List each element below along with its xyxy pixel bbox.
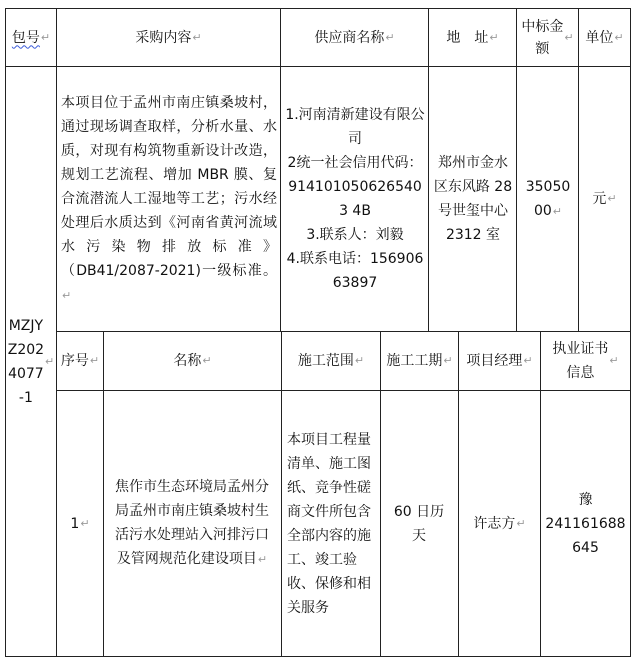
seq-cell [57, 391, 103, 656]
header-content-cell [57, 9, 280, 66]
paragraph-mark: ↵ [516, 516, 526, 530]
paragraph-mark: ↵ [564, 30, 574, 44]
header-unit: 单位 [585, 29, 614, 46]
project-name-cell [109, 391, 275, 656]
paragraph-mark: ↵ [354, 354, 365, 367]
subheader-license-cell [541, 332, 630, 390]
header-package-cell [6, 9, 56, 66]
license-cell [541, 391, 630, 656]
paragraph-mark: ↵ [489, 30, 499, 44]
subheader-manager: 项目经理 [466, 353, 523, 369]
header-content: 采购内容 [135, 29, 192, 46]
header-address-cell [429, 9, 516, 66]
header-unit-cell [579, 9, 630, 66]
paragraph-mark: ↵ [45, 354, 55, 368]
scope-cell [287, 391, 375, 656]
subheader-name: 名称 [173, 353, 202, 369]
project-manager: 许志方 [473, 515, 516, 532]
paragraph-mark: ↵ [192, 30, 202, 44]
license-info: 豫 241161688 645 [545, 491, 626, 556]
header-address: 地 址 [446, 29, 489, 46]
amount-cell [522, 67, 574, 331]
subheader-seq-cell [57, 332, 103, 390]
subheader-scope: 施工范围 [297, 353, 354, 369]
table-border-bottom [5, 656, 630, 657]
paragraph-mark: ↵ [80, 516, 90, 530]
content-cell [61, 67, 277, 331]
manager-cell [459, 391, 540, 656]
subheader-name-cell [104, 332, 281, 390]
paragraph-mark: ↵ [552, 204, 563, 218]
subheader-manager-cell [459, 332, 540, 390]
paragraph-mark: ↵ [523, 354, 533, 367]
construction-scope: 本项目工程量清单、施工图纸、竞争性磋商文件所包含全部内容的施工、竣工验收、保修和相关服务 [287, 431, 371, 616]
bid-amount: 3505000 [525, 178, 571, 219]
amount-unit: 元 [592, 191, 607, 207]
supplier-cell [285, 67, 425, 331]
paragraph-mark: ↵ [609, 354, 619, 367]
procurement-content: 本项目位于孟州市南庄镇桑坡村，通过现场调查取样，分析水量、水质，对现有构筑物重新设计改造，规划工艺流程、增加 MBR 膜、复合流潜流人工湿地等工艺；污水经处理后水质达到《河南省黄河流域水污染物排放标准》（DB41/2087-2021)一级标准。 [61, 94, 277, 279]
subheader-seq: 序号 [60, 353, 89, 369]
subheader-period-cell [381, 332, 458, 390]
unit-cell [579, 67, 630, 331]
header-supplier-cell [281, 9, 428, 66]
subheader-license: 执业证书 信息 [552, 341, 609, 381]
project-name: 焦作市生态环境局孟州分局孟州市南庄镇桑坡村生活污水处理站入河排污口及管网规范化建设项目 [115, 479, 269, 567]
subheader-period: 施工工期 [386, 353, 443, 369]
paragraph-mark: ↵ [202, 354, 212, 367]
paragraph-mark: ↵ [443, 354, 453, 367]
supplier-address: 郑州市金水区东风路 28 号世玺中心2312 室 [433, 155, 513, 243]
header-supplier: 供应商名称 [314, 29, 385, 46]
package-number-cell [6, 67, 56, 656]
header-package: 包号 [11, 29, 40, 46]
row-seq: 1 [70, 515, 80, 532]
paragraph-mark: ↵ [607, 192, 617, 205]
address-cell [433, 67, 513, 331]
paragraph-mark: ↵ [385, 30, 395, 44]
header-amount-cell [517, 9, 578, 66]
paragraph-mark: ↵ [40, 30, 51, 44]
paragraph-mark: ↵ [89, 354, 100, 367]
paragraph-mark: ↵ [62, 288, 72, 302]
paragraph-mark: ↵ [614, 30, 624, 44]
construction-period: 60 日历天 [393, 503, 445, 544]
subheader-scope-cell [282, 332, 380, 390]
period-cell [388, 391, 450, 656]
supplier-info: 1.河南清新建设有限公司 2统一社会信用代码：9141010506265403 4B 3.联系人：刘毅 4.联系电话：15690663897 [285, 107, 425, 291]
header-amount: 中标金 额 [521, 18, 564, 57]
package-number: MZJY Z202 4077 -1 [7, 317, 45, 406]
table-border-right [630, 8, 631, 657]
paragraph-mark: ↵ [257, 553, 268, 566]
